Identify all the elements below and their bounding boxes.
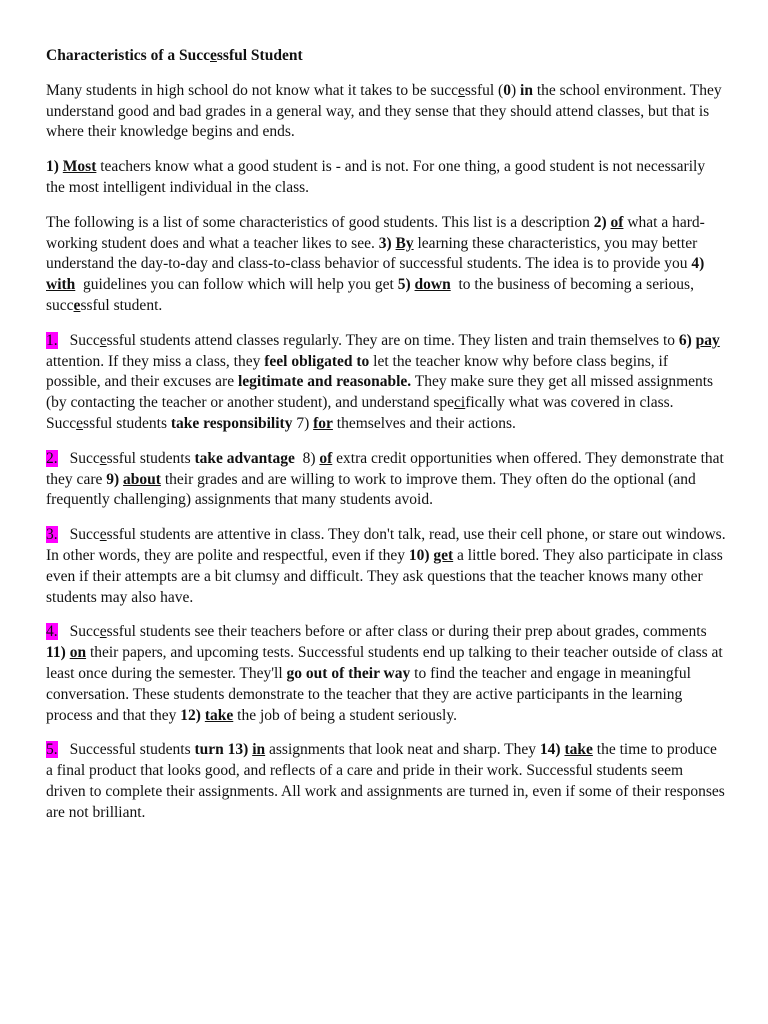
blank-number: 5) — [397, 276, 411, 294]
document-page — [46, 46, 726, 838]
item-text: the job of being a student seriously. — [233, 706, 457, 724]
item-text: fically what was covered in class. Succ — [46, 394, 674, 432]
item-text: attention. If they miss a class, they — [46, 331, 728, 370]
intro-paragraph — [46, 81, 726, 143]
item-text: extra credit opportunities when offered. They demonstrate that they care — [46, 449, 724, 488]
underlined-letter: e — [99, 331, 107, 349]
blank-answer: down — [414, 276, 451, 294]
item-number-highlight: 2. — [46, 449, 58, 467]
title-text-end: ssful Student — [216, 47, 303, 64]
blank-number: 4) — [691, 255, 705, 273]
document-title — [46, 46, 726, 67]
blank-answer: about — [123, 470, 161, 488]
paragraph-text: ssful student. — [80, 296, 163, 314]
item-text: let the teacher know why before class begins, if possible, and their excuses are — [46, 352, 668, 391]
item-text: their papers, and upcoming tests. Successful students end up talking to their teacher outside of class at least once during the semester. They'll — [46, 644, 723, 682]
item-number-highlight: 5. — [46, 741, 58, 759]
item-text: the time to produce a final product that looks good, and reflects of a care and pride in their work. Successful students seem driven to complete their assignments. All work and assignments are turned in, even if some of their responses are not brilliant. — [46, 741, 725, 821]
paragraph-1 — [46, 157, 726, 199]
blank-answer: pay — [695, 331, 720, 349]
paragraph-text: teachers know what a good student is - and is not. For one thing, a good student is not necessarily the most intelligent individual in the class. — [46, 158, 706, 196]
example-answer: in — [520, 81, 533, 99]
blank-number: 14) — [539, 741, 561, 759]
blank-answer: on — [69, 644, 87, 662]
item-text: their grades and are willing to work to improve them. They often do the optional (and frequently challenging) assignments that many students avoid. — [46, 470, 696, 509]
item-text: Succ — [69, 526, 100, 544]
bold-phrase: legitimate and reasonable. — [237, 373, 412, 391]
underlined-letter: e — [458, 81, 465, 99]
list-item-5 — [46, 740, 726, 823]
list-item-1 — [46, 331, 726, 435]
item-number-highlight: 3. — [46, 526, 58, 544]
blank-answer: get — [433, 546, 454, 564]
item-text: to find the teacher and engage in meaningful conversation. These students demonstrate to the teacher that they are active participants in the learning process and that they — [46, 664, 691, 724]
paragraph-text: The following is a list of some characteristics of good students. This list is a description — [46, 213, 594, 231]
item-text: ssful students attend classes regularly. They are on time. They listen and train themselves to — [106, 331, 679, 349]
blank-number: 10) — [408, 546, 430, 564]
item-text: ssful students see their teachers before or after class or during their prep about grades, comments — [106, 623, 707, 641]
bold-phrase: go out of their way — [286, 664, 411, 682]
paragraph-text: what a hard-working student does and what a teacher likes to see. — [46, 213, 705, 252]
list-item-2 — [46, 449, 726, 511]
item-number-highlight: 1. — [46, 331, 58, 349]
blank-answer: for — [313, 414, 333, 432]
blank-number: 2) — [593, 213, 607, 231]
underlined-letter: e — [99, 449, 107, 467]
list-item-3 — [46, 525, 726, 608]
item-number-highlight: 4. — [46, 623, 58, 641]
bold-phrase: take responsibility — [170, 414, 293, 432]
blank-answer: with — [46, 276, 76, 294]
underlined-letter: e — [99, 623, 107, 641]
bold-phrase: turn 13) — [194, 741, 249, 759]
bold-phrase: take advantage — [194, 449, 295, 467]
blank-answer: take — [204, 706, 234, 724]
item-text: ssful students are attentive in class. They don't talk, read, use their cell phone, or stare out windows. In other words, they are polite and respectful, even if they — [46, 526, 726, 564]
intro-text: Many students in high school do not know what it takes to be succ — [46, 81, 458, 99]
underlined-letter: e — [99, 526, 107, 544]
item-text: Succ — [69, 623, 100, 641]
blank-number: 11) — [46, 644, 66, 662]
item-text: 8) — [294, 449, 320, 467]
blank-answer: By — [395, 234, 414, 252]
blank-answer: of — [319, 449, 333, 467]
item-text: ssful students — [106, 449, 195, 467]
blank-answer: of — [610, 213, 624, 231]
intro-text: ssful ( — [464, 81, 504, 99]
paragraph-2 — [46, 213, 726, 317]
blank-number: 1) — [46, 158, 59, 176]
blank-answer: Most — [62, 158, 97, 176]
blank-number: 0 — [503, 81, 511, 99]
item-text: 7) — [292, 414, 314, 432]
paragraph-text: guidelines you can follow which will help you get — [75, 276, 398, 294]
blank-number: 9) — [106, 470, 120, 488]
underlined-letter: e — [73, 296, 81, 314]
paragraph-text: learning these characteristics, you may better understand the day-to-day and class-to-class behavior of successful students. The idea is to provide you — [46, 234, 698, 273]
item-text: ssful students — [83, 414, 171, 432]
item-text: Succ — [69, 449, 100, 467]
item-text: a little bored. They also participate in class even if their attempts are a bit clumsy and difficult. They ask questions that the teacher knows many other students may also have. — [46, 546, 723, 606]
item-text: Successful students — [69, 741, 195, 759]
blank-number: 6) — [678, 331, 692, 349]
title-text: Characteristics of a Succ — [46, 47, 210, 64]
list-item-4 — [46, 622, 726, 726]
paragraph-text: to the business of becoming a serious, succ — [46, 276, 698, 314]
blank-number: 12) — [180, 706, 201, 724]
blank-number: 3) — [378, 234, 392, 252]
intro-text: ) — [510, 81, 521, 99]
intro-text: the school environment. They understand good and bad grades in a general way, and they sense that they should attend classes, but that is where their knowledge begins and ends. — [46, 81, 722, 141]
item-text: They make sure they get all missed assignments (by contacting the teacher or another student), and understand spe — [46, 373, 714, 412]
title-underlined-letter: e — [210, 47, 217, 64]
item-text: themselves and their actions. — [332, 414, 516, 432]
underlined-letters: ci — [454, 394, 466, 412]
blank-answer: in — [252, 741, 266, 759]
item-text: assignments that look neat and sharp. They — [265, 741, 540, 759]
underlined-letter: e — [76, 414, 84, 432]
blank-answer: take — [564, 741, 593, 759]
item-text: Succ — [69, 331, 100, 349]
bold-phrase: feel obligated to — [264, 352, 370, 370]
